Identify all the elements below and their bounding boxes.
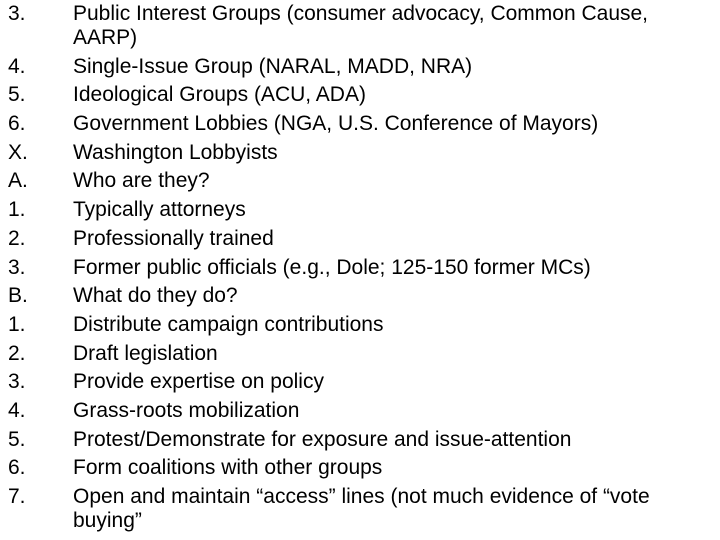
- list-item: [8, 428, 714, 452]
- list-item: [8, 456, 714, 480]
- list-item: [8, 2, 714, 50]
- item-text: Public Interest Groups (consumer advocacy, Common Cause, AARP): [73, 2, 649, 49]
- list-item: [8, 313, 714, 337]
- item-number: X.: [8, 140, 28, 164]
- item-number: 5.: [8, 83, 26, 107]
- item-text: Former public officials (e.g., Dole; 125-150 former MCs): [73, 255, 591, 279]
- list-item: [8, 256, 714, 280]
- item-text: Provide expertise on policy: [73, 370, 324, 394]
- list-item: [8, 55, 714, 79]
- item-text: Government Lobbies (NGA, U.S. Conference of Mayors): [73, 112, 599, 136]
- item-text: Professionally trained: [73, 226, 274, 250]
- item-text: Single-Issue Group (NARAL, MADD, NRA): [73, 54, 473, 78]
- item-number: 2.: [8, 341, 26, 365]
- item-number: A.: [8, 169, 28, 193]
- outline-list: [8, 2, 714, 538]
- list-item: [8, 169, 714, 193]
- item-text: Protest/Demonstrate for exposure and issue-attention: [73, 427, 572, 451]
- item-number: 7.: [8, 485, 26, 508]
- item-number: 1.: [8, 198, 26, 222]
- item-number: 4.: [8, 398, 26, 422]
- item-number: 4.: [8, 54, 26, 78]
- list-item: [8, 370, 714, 394]
- item-text: Draft legislation: [73, 341, 218, 365]
- item-text: What do they do?: [73, 284, 238, 308]
- list-item: [8, 227, 714, 251]
- item-text: Grass-roots mobilization: [73, 398, 300, 422]
- list-item: [8, 284, 714, 308]
- item-number: 5.: [8, 427, 26, 451]
- item-number: 6.: [8, 456, 26, 480]
- item-number: 3.: [8, 370, 26, 394]
- list-item: [8, 399, 714, 423]
- item-number: B.: [8, 284, 28, 308]
- item-text: Ideological Groups (ACU, ADA): [73, 83, 366, 107]
- item-number: 3.: [8, 255, 26, 279]
- list-item: [8, 198, 714, 222]
- list-item: [8, 83, 714, 107]
- list-item: [8, 342, 714, 366]
- item-text: Washington Lobbyists: [73, 140, 278, 164]
- item-number: 6.: [8, 112, 26, 136]
- item-text: Open and maintain “access” lines (not much evidence of “vote buying”: [73, 485, 650, 532]
- item-number: 1.: [8, 312, 26, 336]
- list-item: [8, 112, 714, 136]
- item-number: 2.: [8, 226, 26, 250]
- item-text: Form coalitions with other groups: [73, 456, 383, 480]
- list-item: [8, 485, 714, 533]
- item-text: Typically attorneys: [73, 198, 246, 222]
- item-text: Distribute campaign contributions: [73, 312, 384, 336]
- item-number: 3.: [8, 2, 26, 25]
- list-item: [8, 141, 714, 165]
- item-text: Who are they?: [73, 169, 210, 193]
